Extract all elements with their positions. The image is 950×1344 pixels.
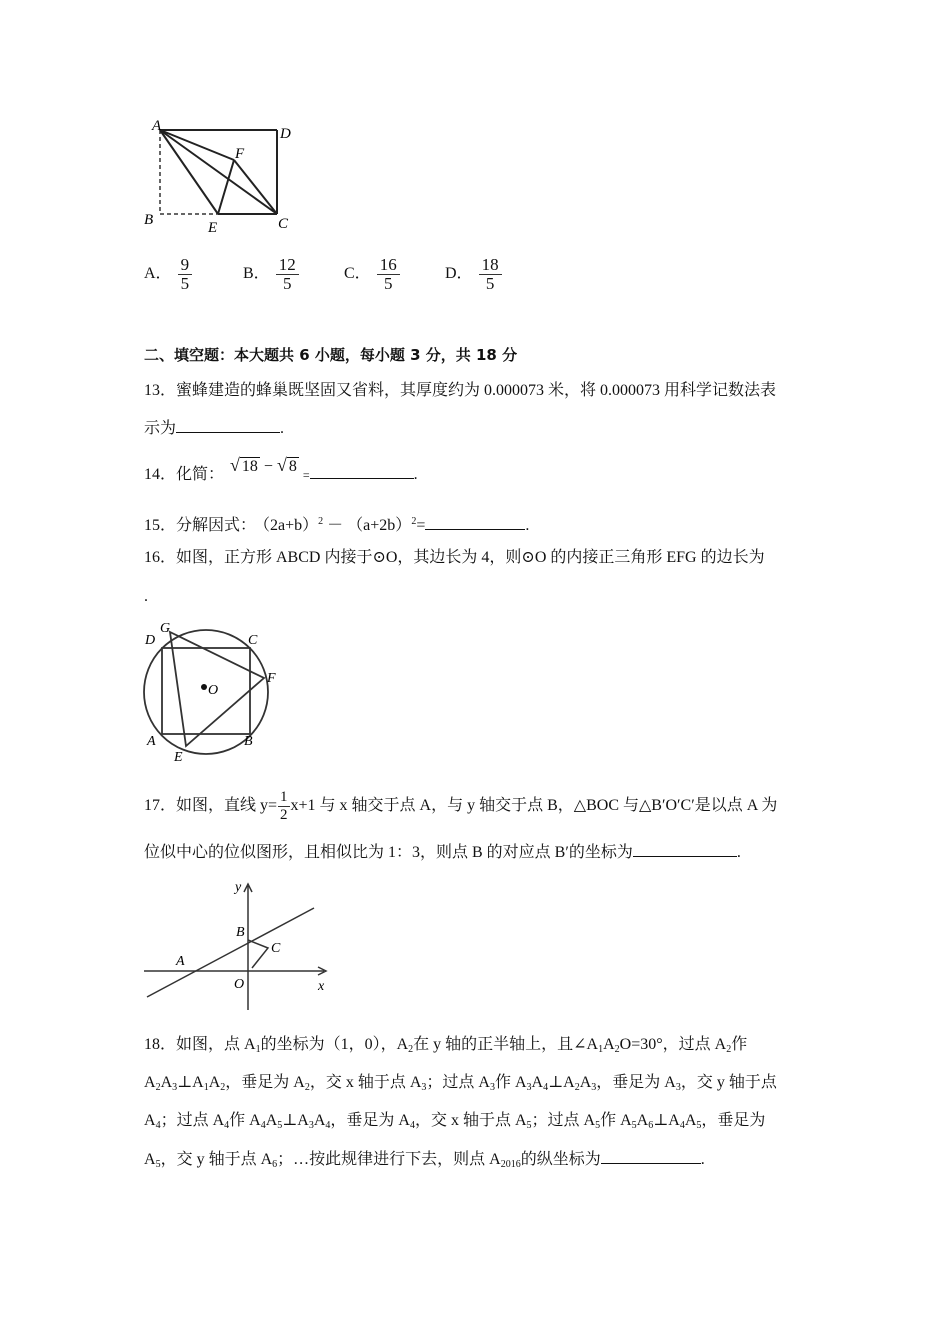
option-c-fraction: $\frac{16}{5}$: [377, 256, 400, 293]
label-C: C: [248, 633, 258, 648]
q13-answer-blank[interactable]: [176, 418, 280, 433]
q15-line: 15．分解因式： $(2a+b)^2 - (a+2b)^2=$ .: [144, 516, 530, 534]
q17-fraction: $\frac{1}{2}$: [280, 788, 288, 823]
q18-line4: $A_5$，交 y 轴于点 $A_6$；…按此规律进行下去，则点 $A_{2016}$的纵坐标为 .: [144, 1151, 705, 1170]
label-G: G: [160, 621, 171, 636]
label-C: C: [271, 941, 281, 956]
q13-line1: 13．蜜蜂建造的蜂巢既坚固又省料，其厚度约为 0.000073 米，将 0.000073 用科学记数法表: [144, 382, 777, 399]
label-C: C: [278, 216, 289, 232]
label-E: E: [208, 220, 218, 236]
label-B: B: [236, 925, 245, 940]
section-heading: 二、填空题：本大题共 6 小题，每小题 3 分，共 18 分: [144, 346, 518, 364]
label-D: D: [145, 633, 156, 648]
q14-line: 14．化简： √ 18 − √ 8 = .: [144, 455, 418, 483]
q15-answer-blank[interactable]: [425, 515, 525, 530]
q14-answer-blank[interactable]: [310, 464, 414, 479]
label-O: O: [234, 977, 245, 992]
figure-q16: [140, 616, 290, 766]
option-c: C． $\frac{16}{5}$: [344, 256, 402, 293]
label-B: B: [244, 734, 253, 749]
option-b-fraction: $\frac{12}{5}$: [276, 256, 299, 293]
label-A: A: [152, 118, 162, 134]
label-x: x: [318, 979, 325, 994]
option-b: B． $\frac{12}{5}$: [243, 256, 301, 293]
option-a-fraction: $\frac{9}{5}$: [178, 256, 193, 293]
label-O: O: [208, 683, 219, 698]
q18-line2: $A_2A_3\perp A_1A_2$，垂足为 $A_2$，交 x 轴于点 $A_3$；过点 $A_3$作 $A_3A_4\perp A_2A_3$，垂足为 $A_3$，交 y 轴于点: [144, 1074, 777, 1093]
option-d: D． $\frac{18}{5}$: [445, 256, 504, 293]
q17-line1: 17．如图，直线 y= $\frac{1}{2}$ x+1 与 x 轴交于点 A，与 y 轴交于点 B，△BOC 与△B′O′C′是以点 A 为: [144, 788, 778, 823]
q18-line3: $A_4$；过点 $A_4$作 $A_4A_5\perp A_3A_4$，垂足为 $A_4$，交 x 轴于点 $A_5$；过点 $A_5$作 $A_5A_6\perp A_4A_5$，垂足为: [144, 1112, 766, 1131]
figure-q17: [140, 874, 340, 1014]
q17-line2: 位似中心的位似图形，且相似比为 1：3，则点 B 的对应点 B′的坐标为 .: [144, 844, 741, 861]
q18-line1: 18．如图，点 $A_1$的坐标为（1，0），$A_2$在 y 轴的正半轴上，且$\angle A_1A_2O=30^\circ$，过点 $A_2$作: [144, 1036, 748, 1055]
q13-line2: 示为 .: [144, 420, 285, 437]
label-A: A: [147, 734, 156, 749]
figure-q12: [140, 118, 310, 238]
option-d-fraction: $\frac{18}{5}$: [479, 256, 502, 293]
label-F: F: [235, 146, 245, 162]
label-D: D: [280, 126, 291, 142]
q18-answer-blank[interactable]: [601, 1149, 701, 1164]
option-a: A． $\frac{9}{5}$: [144, 256, 194, 293]
q16-line2: .: [144, 588, 148, 605]
label-F: F: [267, 671, 276, 686]
q16-line1: 16．如图，正方形 ABCD 内接于⊙O，其边长为 4，则⊙O 的内接正三角形 EFG 的边长为: [144, 549, 765, 566]
label-E: E: [174, 750, 183, 765]
q17-answer-blank[interactable]: [633, 842, 737, 857]
q14-expression: √ 18 − √ 8: [230, 455, 297, 475]
label-A: A: [176, 954, 185, 969]
label-y: y: [235, 880, 242, 895]
label-B: B: [144, 212, 154, 228]
